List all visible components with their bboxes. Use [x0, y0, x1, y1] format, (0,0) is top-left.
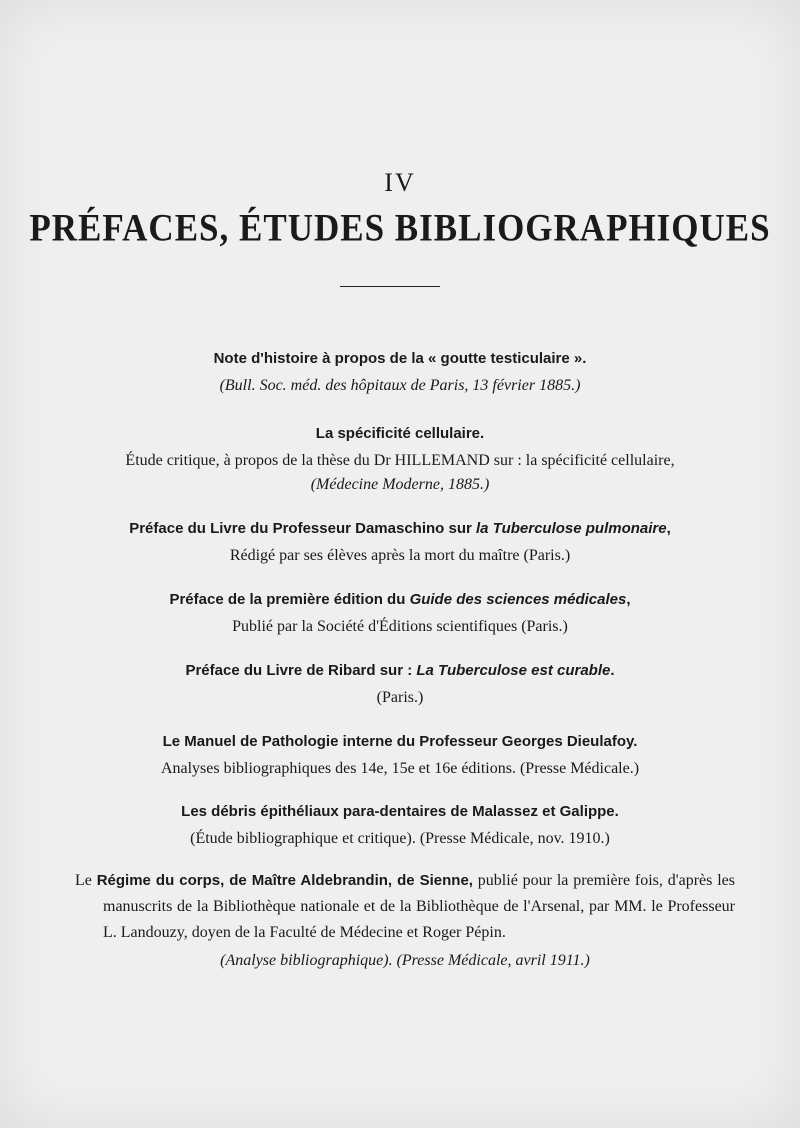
entry-line: (Étude bibliographique et critique). (Presse Médicale, nov. 1910.)	[190, 830, 610, 847]
chapter-number: IV	[384, 168, 416, 197]
entry-line: Rédigé par ses élèves après la mort du maître (Paris.)	[229, 547, 571, 564]
entry-goutte	[0, 348, 800, 398]
chapter-title: PRÉFACES, ÉTUDES BIBLIOGRAPHIQUES	[29, 205, 771, 250]
entry-specificite	[0, 423, 800, 497]
entry-source: (Bull. Soc. méd. des hôpitaux de Paris, 13 février 1885.)	[219, 377, 581, 394]
entry-regime	[75, 868, 735, 974]
entry-body: Le Régime du corps, de Maître Aldebrandin, de Sienne, publié pour la première fois, d'après les manuscrits de la Bibliothèque nationale et de la Bibliothèque de l'Arsenal, par MM. le Professeur L. Landouzy, doyen de la Faculté de Médecine et Roger Pépin.	[75, 872, 735, 941]
entry-title: Le Manuel de Pathologie interne du Professeur Georges Dieulafoy.	[162, 733, 638, 750]
entry-malassez	[0, 801, 800, 851]
entry-line: Publié par la Société d'Éditions scientifiques (Paris.)	[232, 618, 568, 635]
entry-line: Étude critique, à propos de la thèse du Dr HILLEMAND sur : la spécificité cellulaire,	[125, 452, 675, 469]
entry-title: Note d'histoire à propos de la « goutte testiculaire ».	[213, 350, 587, 367]
title-rule	[340, 286, 440, 287]
entry-dieulafoy	[0, 731, 800, 781]
entry-line: Analyses bibliographiques des 14e, 15e et 16e éditions. (Presse Médicale.)	[160, 760, 640, 777]
entry-damaschino	[0, 518, 800, 568]
entry-title: Préface du Livre du Professeur Damaschino sur la Tuberculose pulmonaire,	[129, 520, 671, 537]
entry-title: Préface de la première édition du Guide des sciences médicales,	[169, 591, 631, 608]
entry-line: (Paris.)	[376, 689, 424, 706]
entry-title: Préface du Livre de Ribard sur : La Tuberculose est curable.	[185, 662, 615, 679]
entry-title: La spécificité cellulaire.	[315, 425, 485, 442]
entry-title: Les débris épithéliaux para-dentaires de Malassez et Galippe.	[181, 803, 619, 820]
entry-ribard	[0, 660, 800, 710]
entry-guide	[0, 589, 800, 639]
entry-source: (Analyse bibliographique). (Presse Médicale, avril 1911.)	[220, 952, 590, 969]
entry-source: (Médecine Moderne, 1885.)	[310, 476, 490, 493]
